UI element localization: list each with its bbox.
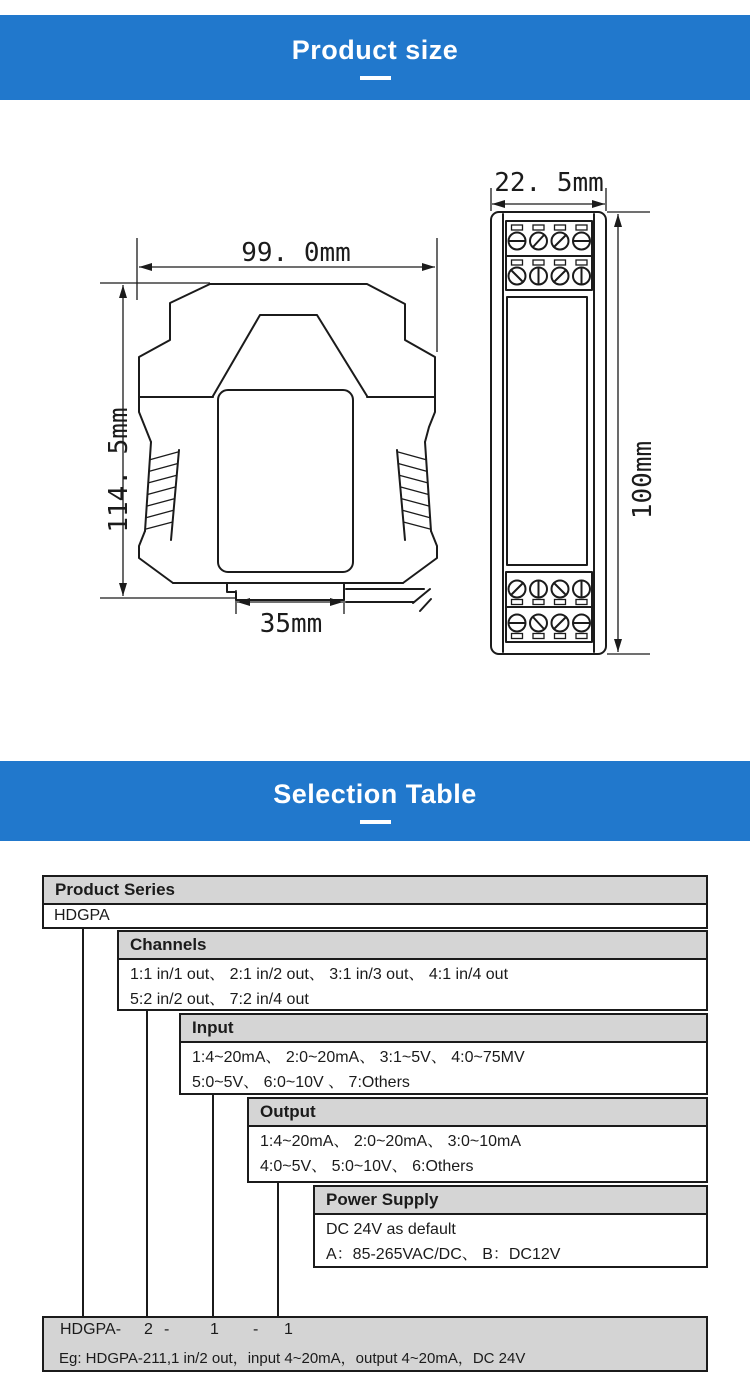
product-size-title: Product size: [291, 35, 459, 65]
front-label-window: [218, 390, 353, 572]
connector-line-output: [277, 1182, 279, 1318]
top-terminal-block: [506, 221, 592, 290]
code-part-channels: 2: [144, 1321, 153, 1338]
dim-front-width: 99. 0mm: [241, 238, 351, 268]
input-row: 5:0~5V、 6:0~10V 、 7:Others: [192, 1074, 410, 1091]
bottom-terminal-block: [506, 572, 592, 642]
output-box: [247, 1097, 708, 1183]
selection-table-title: Selection Table: [273, 778, 477, 809]
product-series-value: HDGPA: [54, 907, 110, 924]
ordering-code-line: [44, 1321, 706, 1347]
side-height-dimension: [607, 212, 658, 654]
code-part-input: 1: [210, 1321, 219, 1338]
code-part-output: 1: [284, 1321, 293, 1338]
side-width-dimension: [491, 168, 606, 211]
ordering-code-example: Eg: HDGPA-211,1 in/2 out，input 4~20mA，output 4~20mA，DC 24V: [59, 1350, 526, 1367]
front-width-dimension: [137, 238, 437, 352]
product-series-box: [42, 875, 708, 929]
front-view-drawing: [100, 238, 437, 639]
code-part-dash: -: [253, 1321, 259, 1338]
input-box: [179, 1013, 708, 1095]
input-row: 1:4~20mA、 2:0~20mA、 3:1~5V、 4:0~75MV: [192, 1049, 525, 1066]
channels-header: Channels: [119, 932, 706, 960]
code-part-dash: -: [164, 1321, 170, 1338]
input-header: Input: [181, 1015, 706, 1043]
channels-row: 5:2 in/2 out、 7:2 in/4 out: [130, 991, 309, 1008]
front-height-dimension: [100, 283, 236, 598]
dim-front-height: 114. 5mm: [104, 407, 134, 533]
connector-line-input: [212, 1094, 214, 1318]
power-supply-header: Power Supply: [315, 1187, 706, 1215]
side-label-window: [507, 297, 587, 565]
channels-row: 1:1 in/1 out、 2:1 in/2 out、 3:1 in/3 out、 4:1 in/4 out: [130, 966, 509, 983]
output-row: 1:4~20mA、 2:0~20mA、 3:0~10mA: [260, 1133, 522, 1150]
dim-front-rail: 35mm: [259, 609, 323, 639]
connector-line-channels: [146, 1010, 148, 1318]
power-supply-row: DC 24V as default: [326, 1221, 456, 1238]
front-rail-dimension: [236, 590, 344, 639]
connector-line-series: [82, 928, 84, 1318]
dim-side-height: 100mm: [628, 440, 658, 520]
output-row: 4:0~5V、 5:0~10V、 6:Others: [260, 1158, 474, 1175]
power-supply-box: [313, 1185, 708, 1268]
banner-underline: [360, 820, 391, 824]
selection-table-banner: [0, 761, 750, 841]
dim-side-width: 22. 5mm: [494, 168, 604, 198]
ordering-code-box: [42, 1316, 708, 1372]
code-part-series: HDGPA-: [60, 1321, 122, 1338]
output-header: Output: [249, 1099, 706, 1127]
channels-box: [117, 930, 708, 1011]
side-view-drawing: [491, 168, 658, 654]
power-supply-row: A：85-265VAC/DC、 B：DC12V: [326, 1246, 561, 1263]
product-series-header: Product Series: [44, 877, 706, 905]
